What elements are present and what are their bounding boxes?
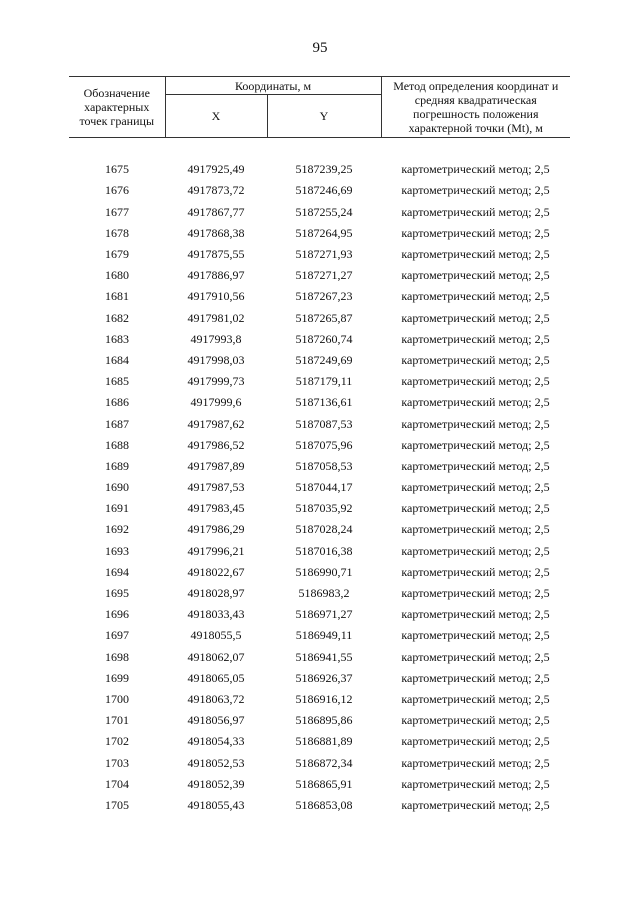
table-row <box>69 308 570 329</box>
cell-y: 5186916,12 <box>295 691 353 706</box>
cell-method: картометрический метод; 2,5 <box>401 564 550 579</box>
cell-point: 1688 <box>105 437 129 452</box>
cell-method: картометрический метод; 2,5 <box>401 755 550 770</box>
cell-point: 1691 <box>105 501 129 516</box>
cell-method: картометрический метод; 2,5 <box>401 395 550 410</box>
cell-method: картометрический метод; 2,5 <box>401 797 550 812</box>
table-row <box>69 752 570 773</box>
cell-point: 1676 <box>105 183 129 198</box>
table-row <box>69 668 570 689</box>
table-row <box>69 710 570 731</box>
cell-y: 5187179,11 <box>295 374 353 389</box>
cell-y: 5187246,69 <box>295 183 353 198</box>
table-row <box>69 583 570 604</box>
cell-y: 5187265,87 <box>295 310 353 325</box>
cell-x: 4917987,62 <box>187 416 245 431</box>
table-row <box>69 689 570 710</box>
cell-point: 1693 <box>105 543 129 558</box>
cell-x: 4917999,73 <box>187 374 245 389</box>
cell-method: картометрический метод; 2,5 <box>401 183 550 198</box>
cell-x: 4918055,5 <box>190 628 242 643</box>
cell-y: 5186895,86 <box>295 713 353 728</box>
cell-y: 5187136,61 <box>295 395 353 410</box>
cell-point: 1675 <box>105 162 129 177</box>
table-row <box>69 498 570 519</box>
cell-y: 5186983,2 <box>298 586 350 601</box>
cell-point: 1701 <box>105 713 129 728</box>
table-row <box>69 371 570 392</box>
cell-method: картометрический метод; 2,5 <box>401 374 550 389</box>
header-point: Обозначение характерных точек границы <box>69 77 165 138</box>
cell-method: картометрический метод; 2,5 <box>401 331 550 346</box>
cell-x: 4917999,6 <box>190 395 242 410</box>
header-coordinates: Координаты, м <box>165 77 381 95</box>
cell-method: картометрический метод; 2,5 <box>401 162 550 177</box>
cell-method: картометрический метод; 2,5 <box>401 352 550 367</box>
cell-x: 4917910,56 <box>187 289 245 304</box>
cell-x: 4917873,72 <box>187 183 245 198</box>
cell-method: картометрический метод; 2,5 <box>401 607 550 622</box>
table-row <box>69 413 570 434</box>
cell-y: 5187075,96 <box>295 437 353 452</box>
cell-y: 5186990,71 <box>295 564 353 579</box>
cell-point: 1702 <box>105 734 129 749</box>
table-row <box>69 244 570 265</box>
cell-method: картометрический метод; 2,5 <box>401 713 550 728</box>
cell-point: 1697 <box>105 628 129 643</box>
cell-point: 1684 <box>105 352 129 367</box>
cell-y: 5186881,89 <box>295 734 353 749</box>
cell-point: 1703 <box>105 755 129 770</box>
table-row <box>69 435 570 456</box>
cell-point: 1682 <box>105 310 129 325</box>
cell-x: 4917925,49 <box>187 162 245 177</box>
cell-method: картометрический метод; 2,5 <box>401 670 550 685</box>
table-row <box>69 604 570 625</box>
cell-point: 1681 <box>105 289 129 304</box>
header-spacer <box>69 138 570 160</box>
cell-method: картометрический метод; 2,5 <box>401 268 550 283</box>
cell-x: 4917987,53 <box>187 480 245 495</box>
cell-y: 5187239,25 <box>295 162 353 177</box>
cell-point: 1692 <box>105 522 129 537</box>
cell-point: 1704 <box>105 776 129 791</box>
cell-x: 4917981,02 <box>187 310 245 325</box>
cell-x: 4918062,07 <box>187 649 245 664</box>
cell-x: 4917868,38 <box>187 225 245 240</box>
cell-point: 1696 <box>105 607 129 622</box>
cell-method: картометрический метод; 2,5 <box>401 437 550 452</box>
cell-y: 5187035,92 <box>295 501 353 516</box>
cell-point: 1685 <box>105 374 129 389</box>
cell-method: картометрический метод; 2,5 <box>401 458 550 473</box>
cell-x: 4918055,43 <box>187 797 245 812</box>
cell-point: 1700 <box>105 691 129 706</box>
cell-method: картометрический метод; 2,5 <box>401 734 550 749</box>
cell-y: 5187271,27 <box>295 268 353 283</box>
cell-point: 1687 <box>105 416 129 431</box>
cell-method: картометрический метод; 2,5 <box>401 204 550 219</box>
cell-method: картометрический метод; 2,5 <box>401 543 550 558</box>
cell-x: 4918052,53 <box>187 755 245 770</box>
table-row <box>69 159 570 180</box>
cell-method: картометрический метод; 2,5 <box>401 522 550 537</box>
table-header <box>69 77 570 138</box>
cell-x: 4917998,03 <box>187 352 245 367</box>
cell-y: 5186853,08 <box>295 797 353 812</box>
cell-x: 4917886,97 <box>187 268 245 283</box>
cell-y: 5187249,69 <box>295 352 353 367</box>
cell-method: картометрический метод; 2,5 <box>401 416 550 431</box>
table-row <box>69 223 570 244</box>
cell-point: 1686 <box>105 395 129 410</box>
cell-method: картометрический метод; 2,5 <box>401 776 550 791</box>
cell-x: 4917987,89 <box>187 458 245 473</box>
cell-point: 1694 <box>105 564 129 579</box>
cell-y: 5187058,53 <box>295 458 353 473</box>
cell-method: картометрический метод; 2,5 <box>401 480 550 495</box>
cell-point: 1683 <box>105 331 129 346</box>
table-row <box>69 519 570 540</box>
cell-y: 5187044,17 <box>295 480 353 495</box>
cell-x: 4918028,97 <box>187 586 245 601</box>
cell-x: 4917986,52 <box>187 437 245 452</box>
cell-point: 1677 <box>105 204 129 219</box>
cell-point: 1698 <box>105 649 129 664</box>
cell-point: 1678 <box>105 225 129 240</box>
cell-x: 4918054,33 <box>187 734 245 749</box>
cell-x: 4917875,55 <box>187 247 245 262</box>
table-row <box>69 541 570 562</box>
cell-x: 4917867,77 <box>187 204 245 219</box>
cell-y: 5187271,93 <box>295 247 353 262</box>
cell-y: 5186971,27 <box>295 607 353 622</box>
table-row <box>69 562 570 583</box>
cell-x: 4917993,8 <box>190 331 242 346</box>
cell-point: 1705 <box>105 797 129 812</box>
table-row <box>69 202 570 223</box>
table-row <box>69 456 570 477</box>
cell-y: 5186865,91 <box>295 776 353 791</box>
cell-x: 4918033,43 <box>187 607 245 622</box>
table-row <box>69 286 570 307</box>
cell-point: 1699 <box>105 670 129 685</box>
cell-x: 4918065,05 <box>187 670 245 685</box>
cell-method: картометрический метод; 2,5 <box>401 310 550 325</box>
cell-method: картометрический метод; 2,5 <box>401 501 550 516</box>
table-row <box>69 774 570 795</box>
cell-x: 4917996,21 <box>187 543 245 558</box>
table-row <box>69 477 570 498</box>
cell-y: 5186926,37 <box>295 670 353 685</box>
table-row <box>69 647 570 668</box>
table-row <box>69 625 570 646</box>
header-x: X <box>165 95 267 138</box>
cell-y: 5187087,53 <box>295 416 353 431</box>
table-row <box>69 392 570 413</box>
cell-method: картометрический метод; 2,5 <box>401 691 550 706</box>
cell-y: 5186872,34 <box>295 755 353 770</box>
cell-y: 5187264,95 <box>295 225 353 240</box>
cell-method: картометрический метод; 2,5 <box>401 289 550 304</box>
header-method: Метод определения координат и средняя квадратическая погрешность положения характерной точки (Mt), м <box>381 77 570 138</box>
cell-method: картометрический метод; 2,5 <box>401 225 550 240</box>
cell-y: 5187255,24 <box>295 204 353 219</box>
page-number: 95 <box>312 40 328 56</box>
table-row <box>69 265 570 286</box>
cell-point: 1695 <box>105 586 129 601</box>
table-row <box>69 180 570 201</box>
cell-y: 5187028,24 <box>295 522 353 537</box>
cell-y: 5187016,38 <box>295 543 353 558</box>
cell-point: 1690 <box>105 480 129 495</box>
cell-method: картометрический метод; 2,5 <box>401 586 550 601</box>
table-row <box>69 795 570 816</box>
table-row <box>69 350 570 371</box>
cell-x: 4917986,29 <box>187 522 245 537</box>
table-body <box>69 138 570 817</box>
cell-y: 5186949,11 <box>295 628 353 643</box>
cell-x: 4918063,72 <box>187 691 245 706</box>
cell-point: 1689 <box>105 458 129 473</box>
cell-x: 4917983,45 <box>187 501 245 516</box>
table-row <box>69 329 570 350</box>
table-row <box>69 731 570 752</box>
cell-method: картометрический метод; 2,5 <box>401 649 550 664</box>
cell-y: 5187260,74 <box>295 331 353 346</box>
cell-y: 5186941,55 <box>295 649 353 664</box>
header-y: Y <box>267 95 381 138</box>
coordinates-table <box>69 76 570 816</box>
cell-y: 5187267,23 <box>295 289 353 304</box>
cell-x: 4918052,39 <box>187 776 245 791</box>
cell-point: 1679 <box>105 247 129 262</box>
cell-x: 4918056,97 <box>187 713 245 728</box>
cell-method: картометрический метод; 2,5 <box>401 247 550 262</box>
cell-point: 1680 <box>105 268 129 283</box>
cell-method: картометрический метод; 2,5 <box>401 628 550 643</box>
cell-x: 4918022,67 <box>187 564 245 579</box>
